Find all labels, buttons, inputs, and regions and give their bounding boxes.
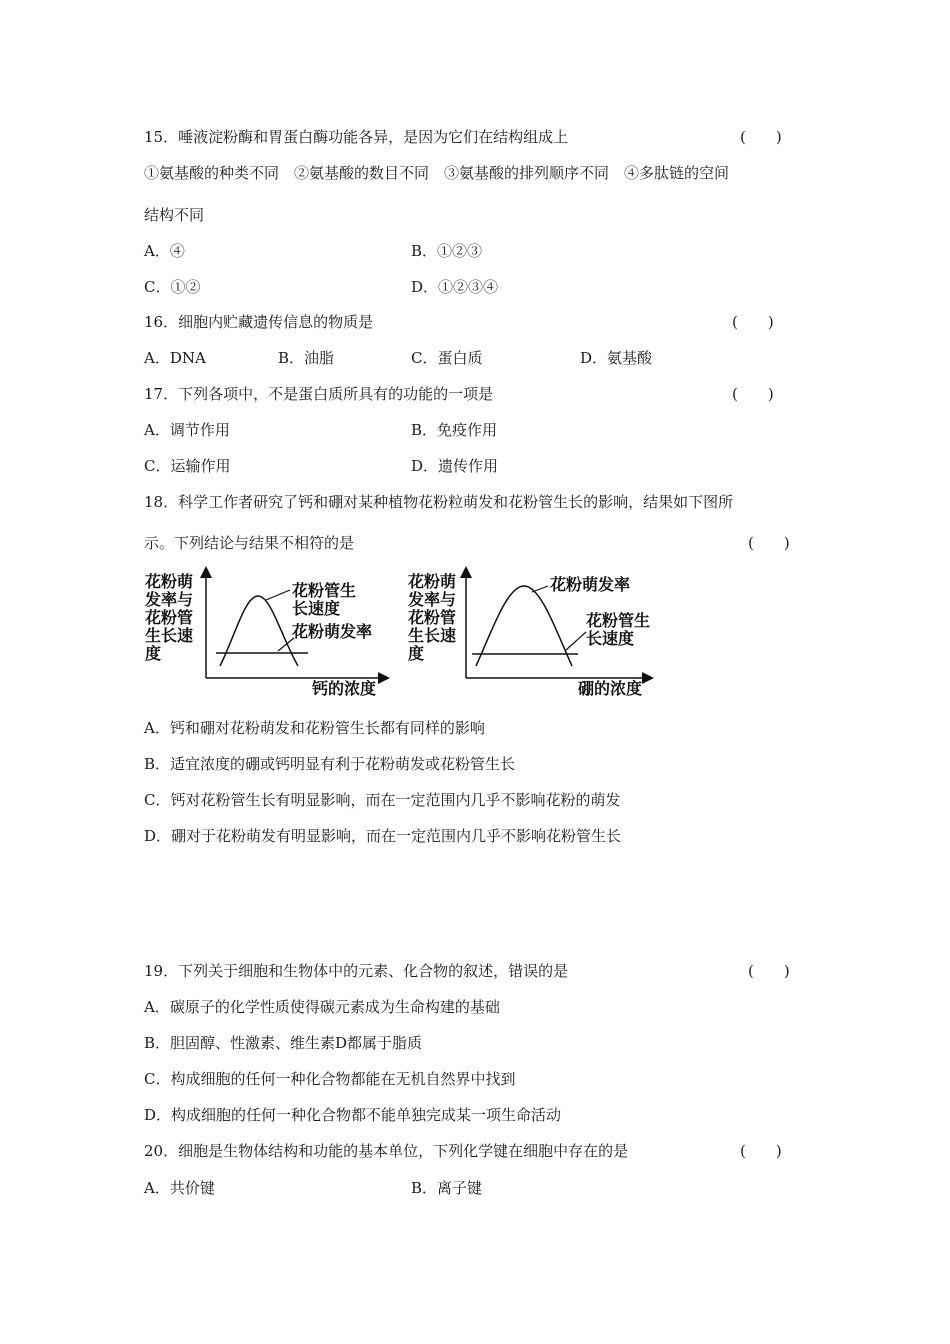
boron-ylabel-4: 生长速 xyxy=(408,626,457,645)
q18-option-d: D．硼对于花粉萌发有明显影响，而在一定范围内几乎不影响花粉管生长 xyxy=(144,827,622,845)
boron-flat-label-1: 花粉管生 xyxy=(586,611,651,630)
q15-option-a: A．④ xyxy=(144,242,185,260)
q17-option-c: C．运输作用 xyxy=(144,457,231,475)
q15-items-cont: 结构不同 xyxy=(144,206,205,224)
q18-stem-cont: 示。下列结论与结果不相符的是 xyxy=(144,534,355,552)
calcium-ylabel-4: 生长速 xyxy=(145,626,194,645)
boron-flat-label-2: 长速度 xyxy=(586,629,635,648)
calcium-curve-pointer xyxy=(266,590,290,600)
q15-answer-paren: ( ) xyxy=(740,128,782,146)
q20-answer-paren: ( ) xyxy=(740,1142,782,1160)
q16-answer-paren: ( ) xyxy=(732,313,774,331)
q18-option-a: A．钙和硼对花粉萌发和花粉管生长都有同样的影响 xyxy=(144,719,485,737)
calcium-ylabel-3: 花粉管 xyxy=(145,608,194,627)
q19-stem: 19．下列关于细胞和生物体中的元素、化合物的叙述，错误的是 xyxy=(144,962,569,980)
boron-ylabel-5: 度 xyxy=(408,644,425,663)
q17-option-d: D．遗传作用 xyxy=(411,457,499,475)
q18-option-b: B．适宜浓度的硼或钙明显有利于花粉萌发或花粉管生长 xyxy=(144,755,516,773)
q19-option-c: C．构成细胞的任何一种化合物都能在无机自然界中找到 xyxy=(144,1070,516,1088)
q19-option-d: D．构成细胞的任何一种化合物都不能单独完成某一项生命活动 xyxy=(144,1106,562,1124)
calcium-curve-label-2: 长速度 xyxy=(292,599,341,618)
q16-stem: 16．细胞内贮藏遗传信息的物质是 xyxy=(144,313,374,331)
boron-ylabel-3: 花粉管 xyxy=(408,608,457,627)
calcium-ylabel-2: 发率与 xyxy=(145,590,194,609)
q19-option-b: B．胆固醇、性激素、维生素D都属于脂质 xyxy=(144,1034,423,1052)
q16-option-a: A．DNA xyxy=(144,349,206,367)
boron-curve-label: 花粉萌发率 xyxy=(550,575,631,594)
calcium-graph xyxy=(140,566,390,702)
q15-option-d: D．①②③④ xyxy=(411,278,499,296)
q16-option-d: D．氨基酸 xyxy=(580,349,653,367)
q15-stem: 15．唾液淀粉酶和胃蛋白酶功能各异，是因为它们在结构组成上 xyxy=(144,128,569,146)
q18-option-c: C．钙对花粉管生长有明显影响，而在一定范围内几乎不影响花粉的萌发 xyxy=(144,791,621,809)
calcium-flat-label: 花粉萌发率 xyxy=(292,622,373,641)
q16-option-b: B．油脂 xyxy=(278,349,335,367)
boron-ylabel-2: 发率与 xyxy=(408,590,457,609)
boron-line-pointer xyxy=(566,632,586,650)
q17-answer-paren: ( ) xyxy=(732,385,774,403)
q19-option-a: A．碳原子的化学性质使得碳元素成为生命构建的基础 xyxy=(144,998,500,1016)
calcium-tube-growth-curve xyxy=(220,596,298,666)
q19-answer-paren: ( ) xyxy=(748,962,790,980)
q18-stem: 18．科学工作者研究了钙和硼对某种植物花粉粒萌发和花粉管生长的影响，结果如下图所 xyxy=(144,493,734,511)
q15-option-c: C．①② xyxy=(144,278,201,296)
q20-option-b: B．离子键 xyxy=(411,1179,483,1197)
q18-answer-paren: ( ) xyxy=(748,534,790,552)
calcium-curve-label-1: 花粉管生 xyxy=(292,581,357,600)
q16-option-c: C．蛋白质 xyxy=(411,349,483,367)
boron-curve-pointer xyxy=(532,586,548,592)
boron-graph xyxy=(402,566,672,702)
q15-option-b: B．①②③ xyxy=(411,242,483,260)
boron-ylabel-1: 花粉萌 xyxy=(408,572,457,591)
q17-option-b: B．免疫作用 xyxy=(411,421,498,439)
q17-stem: 17．下列各项中，不是蛋白质所具有的功能的一项是 xyxy=(144,385,494,403)
boron-xlabel: 硼的浓度 xyxy=(578,679,643,698)
calcium-xlabel: 钙的浓度 xyxy=(312,679,377,698)
q20-stem: 20．细胞是生物体结构和功能的基本单位，下列化学键在细胞中存在的是 xyxy=(144,1142,629,1160)
calcium-ylabel-5: 度 xyxy=(145,644,162,663)
q20-option-a: A．共价键 xyxy=(144,1179,215,1197)
q17-option-a: A．调节作用 xyxy=(144,421,230,439)
calcium-ylabel-1: 花粉萌 xyxy=(145,572,194,591)
q15-items: ①氨基酸的种类不同 ②氨基酸的数目不同 ③氨基酸的排列顺序不同 ④多肽链的空间 xyxy=(144,164,730,182)
